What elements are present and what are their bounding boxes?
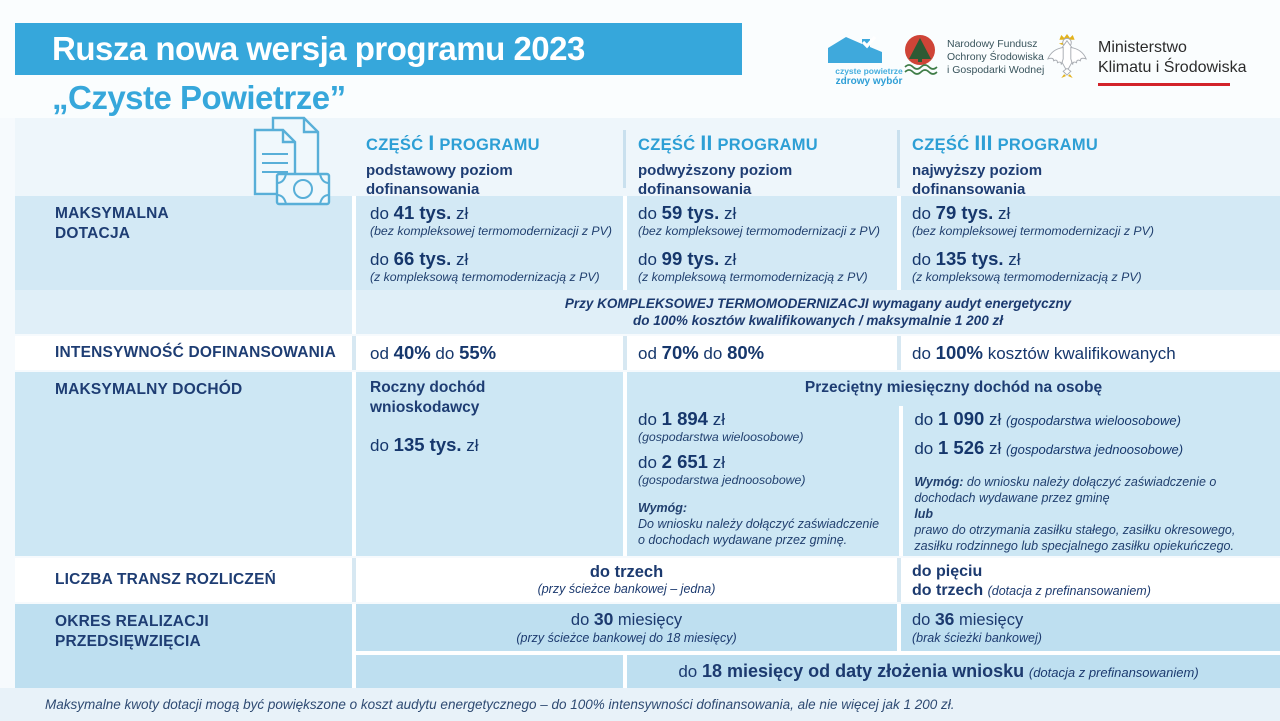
intensywnosc-part1-cell: od 40% do 55% [352,336,623,370]
documents-money-icon [243,116,331,208]
dochod-part2-cell: do 1 894 zł (gospodarstwa wieloosobowe) do 2 651 zł (gospodarstwa jednoosobowe) Wymóg: Do wniosku należy dołączyć zaświadczenie o dochodach wydawane przez gminę. [638,408,880,547]
row-liczba-transz [15,558,1280,602]
audit-note-cell [352,290,1280,334]
logo-ministerstwo [1046,32,1247,86]
dotacja-part1-cell: do 41 tys. zł (bez kompleksowej termomodernizacji z PV) do 66 tys. zł (z kompleksową termomodernizacją z PV) [352,196,623,290]
dochod-part1-cell: Roczny dochód wnioskodawcy do 135 tys. zł [352,372,623,556]
part3-subtitle: najwyższy poziom dofinansowania [912,162,1043,198]
dotacja-part3-cell: do 79 tys. zł (bez kompleksowej termomodernizacji z PV) do 135 tys. zł (z kompleksową termomodernizacją z PV) [897,196,1280,290]
dochod-part23-header: Przeciętny miesięczny dochód na osobę [804,379,1103,396]
house-check-icon [826,33,884,65]
row-label-transze: LICZBA TRANSZ ROZLICZEŃ [55,571,277,588]
row-maksymalny-dochod [15,372,1280,556]
okres-prefinansowanie-cell: do 18 miesięcy od daty złożenia wniosku (dotacja z prefinansowaniem) [623,655,1280,688]
transze-part3-cell: do pięciu do trzech (dotacja z prefinansowaniem) [897,558,1280,602]
logo-nfosigw [903,34,1044,78]
row-audit-note [15,290,1280,334]
program-table [0,118,1280,721]
dochod-part3-cell: do 1 090 zł (gospodarstwa wieloosobowe) do 1 526 zł (gospodarstwa jednoosobowe) Wymóg: do wniosku należy dołączyć zaświadczenie o dochodach wydawane przez gminę lub prawo do otrzymania zasiłku stałego, zasiłku okresowego, zasiłku rodzinnego lub specjalnego zasiłku opiekuńczego. [899,406,1280,556]
row-label-dochod: MAKSYMALNY DOCHÓD [55,381,243,398]
intensywnosc-part3-cell: do 100% kosztów kwalifikowanych [897,336,1280,370]
dotacja-part2-cell: do 59 tys. zł (bez kompleksowej termomodernizacji z PV) do 99 tys. zł (z kompleksową termomodernizacją z PV) [623,196,897,290]
part1-subtitle: podstawowy poziom dofinansowania [366,162,513,198]
column-headers-row [15,118,1280,196]
row-label-intensywnosc: INTENSYWNOŚĆ DOFINANSOWANIA [55,344,336,361]
column-header-part2 [623,130,897,198]
eagle-icon [1046,32,1088,80]
logo-czyste-powietrze [826,33,912,87]
logo-min-line1: Ministerstwo [1098,39,1187,56]
audit-note-line1: Przy KOMPLEKSOWEJ TERMOMODERNIZACJI wymagany audyt energetyczny [564,296,1072,311]
part1-title: CZĘŚĆ I PROGRAMU [366,132,540,155]
logo-min-line2: Klimatu i Środowiska [1098,59,1247,76]
okres-part3-cell: do 36 miesięcy (brak ścieżki bankowej) [897,604,1280,651]
row-okres-realizacji [15,604,1280,688]
transze-part12-cell: do trzech (przy ścieżce bankowej – jedna) [352,558,897,602]
ministry-red-underline [1098,83,1230,86]
footnote-text: Maksymalne kwoty dotacji mogą być powiększone o koszt audytu energetycznego – do 100% intensywności dofinansowania, ale nie więcej jak 1 200 zł. [45,697,955,712]
row-label-okres: OKRES REALIZACJI PRZEDSIĘWZIĘCIA [55,613,209,650]
column-header-part3 [897,130,1280,198]
column-header-part1 [352,130,623,198]
page-subtitle: „Czyste Powietrze” [52,79,346,116]
okres-part12-cell: do 30 miesięcy (przy ścieżce bankowej do 18 miesięcy) [516,609,737,645]
logo-cp-line2: zdrowy wybór [835,76,903,87]
footnote-row [0,688,1280,721]
logo-cp-line1: czyste powietrze [835,66,903,76]
logo-nf-line1: Narodowy Fundusz [947,38,1038,50]
title-band [15,23,742,75]
row-label-dotacja: MAKSYMALNA DOTACJA [55,205,169,242]
logo-min-text [1098,38,1247,86]
logo-nf-line2: Ochrony Środowiska [947,51,1044,63]
part3-title: CZĘŚĆ III PROGRAMU [912,132,1099,155]
logo-nf-text [947,38,1044,77]
header-zone [0,0,1280,118]
row-intensywnosc [15,336,1280,370]
dochod-part23-area [623,372,1280,556]
part2-title: CZĘŚĆ II PROGRAMU [638,132,818,155]
nfosigw-emblem-icon [903,34,939,78]
logo-nf-line3: i Gospodarki Wodnej [947,64,1045,76]
page-title: Rusza nowa wersja programu 2023 [52,30,585,67]
row-maksymalna-dotacja [15,196,1280,290]
intensywnosc-part2-cell: od 70% do 80% [623,336,897,370]
part2-subtitle: podwyższony poziom dofinansowania [638,162,793,198]
audit-note-line2: do 100% kosztów kwalifikowanych / maksymalnie 1 200 zł [633,313,1003,328]
okres-values-area [352,604,1280,688]
